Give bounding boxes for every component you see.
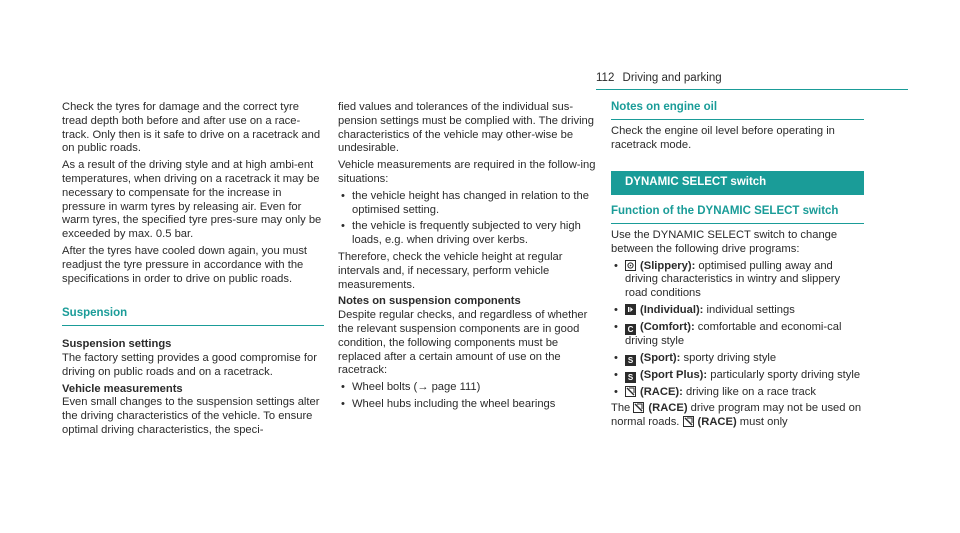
sport-icon: S (625, 355, 636, 366)
sport-plus-icon: S (625, 372, 636, 383)
paragraph: fied values and tolerances of the individual sus-pension settings must be complied with. The driving characteristics of the vehicle may other-wise be undesirable. (338, 101, 594, 155)
program-text: comfortable and economi-cal driving style (625, 320, 842, 347)
race-note: The (RACE) drive program may not be used on normal roads. (RACE) must only (611, 402, 862, 429)
paragraph: Vehicle measurements are required in the follow-ing situations: (338, 159, 596, 185)
program-text: sporty driving style (680, 351, 777, 364)
program-label: (Individual): (640, 303, 704, 316)
race-icon (625, 386, 636, 397)
program-individual (611, 304, 864, 318)
slippery-icon (625, 260, 636, 271)
list-item: • the vehicle height has changed in relation to the optimised setting. (338, 190, 600, 218)
column-middle (338, 101, 600, 415)
bullet-list (338, 190, 600, 248)
paragraph: The factory setting provides a good compromise for driving on public roads and on a racetrack. (62, 351, 317, 378)
paragraph: After the tyres have cooled down again, you must readjust the tyre pressure in accordance with the specifications in order to drive on public roads. (62, 244, 308, 285)
list-item: • the vehicle is frequently subjected to very high loads, e.g. when driving over kerbs. (338, 220, 600, 248)
individual-icon (625, 304, 636, 315)
dynamic-select-banner: DYNAMIC SELECT switch (611, 171, 864, 195)
suspension-heading: Suspension (62, 307, 324, 326)
paragraph: Even small changes to the suspension settings alter the driving characteristics of the vehicle. To ensure optimal driving characteristics, the speci- (62, 396, 320, 436)
function-heading: Function of the DYNAMIC SELECT switch (611, 205, 864, 224)
program-text: driving like on a race track (682, 385, 816, 398)
program-label: (Sport Plus): (640, 368, 708, 381)
header-divider (596, 89, 908, 90)
paragraph: Check the engine oil level before operating in racetrack mode. (611, 124, 835, 151)
program-race (611, 386, 864, 400)
paragraph: Despite regular checks, and regardless of whether the relevant suspension components are in good condition, the following components must be replaced after a certain amount of use on the racetrack: (338, 309, 588, 377)
suspension-settings-heading: Suspension settings (62, 338, 172, 351)
program-text: individual settings (703, 303, 795, 316)
column-right (611, 101, 864, 433)
paragraph: Use the DYNAMIC SELECT switch to change between the following drive programs: (611, 228, 838, 255)
vehicle-measurements-heading: Vehicle measurements (62, 382, 183, 395)
paragraph: Therefore, check the vehicle height at regular intervals and, if necessary, perform vehicle measurements. (338, 250, 563, 291)
engine-oil-heading: Notes on engine oil (611, 101, 864, 120)
section-title: Driving and parking (622, 72, 722, 84)
program-label: (Comfort): (640, 320, 695, 333)
bullet-list (338, 381, 600, 412)
paragraph: As a result of the driving style and at high ambi-ent temperatures, when driving on a racetrack it may be necessary to compensate for the increase in pressure in warm tyres by releasing air. Even for warm tyres, the specified tyre pres-sure may only be exceeded by max. 0.5 bar. (62, 159, 322, 241)
program-label: (Sport): (640, 351, 681, 364)
program-label: (RACE): (640, 385, 683, 398)
program-sport-plus (611, 369, 864, 383)
comfort-icon: C (625, 324, 636, 335)
program-text: particularly sporty driving style (707, 368, 861, 381)
race-icon (633, 402, 644, 413)
notes-suspension-heading: Notes on suspension components (338, 295, 521, 308)
column-left (62, 101, 324, 441)
program-label: (Slippery): (640, 259, 696, 272)
list-item: • Wheel hubs including the wheel bearings (338, 398, 600, 412)
paragraph: Check the tyres for damage and the correct tyre tread depth both before and after use on a race-track. Only then is it safe to drive on a racetrack and on public roads. (62, 101, 321, 155)
page-header (596, 72, 722, 86)
drive-program-list (611, 260, 864, 400)
program-text: optimised pulling away and driving characteristics in wintry and slippery road conditions (625, 259, 841, 300)
race-icon (683, 416, 694, 427)
program-comfort (611, 321, 864, 349)
program-sport (611, 352, 864, 366)
list-item: • Wheel bolts (→ page 111) (338, 381, 600, 395)
program-slippery (611, 260, 864, 301)
page-number: 112 (596, 72, 615, 84)
